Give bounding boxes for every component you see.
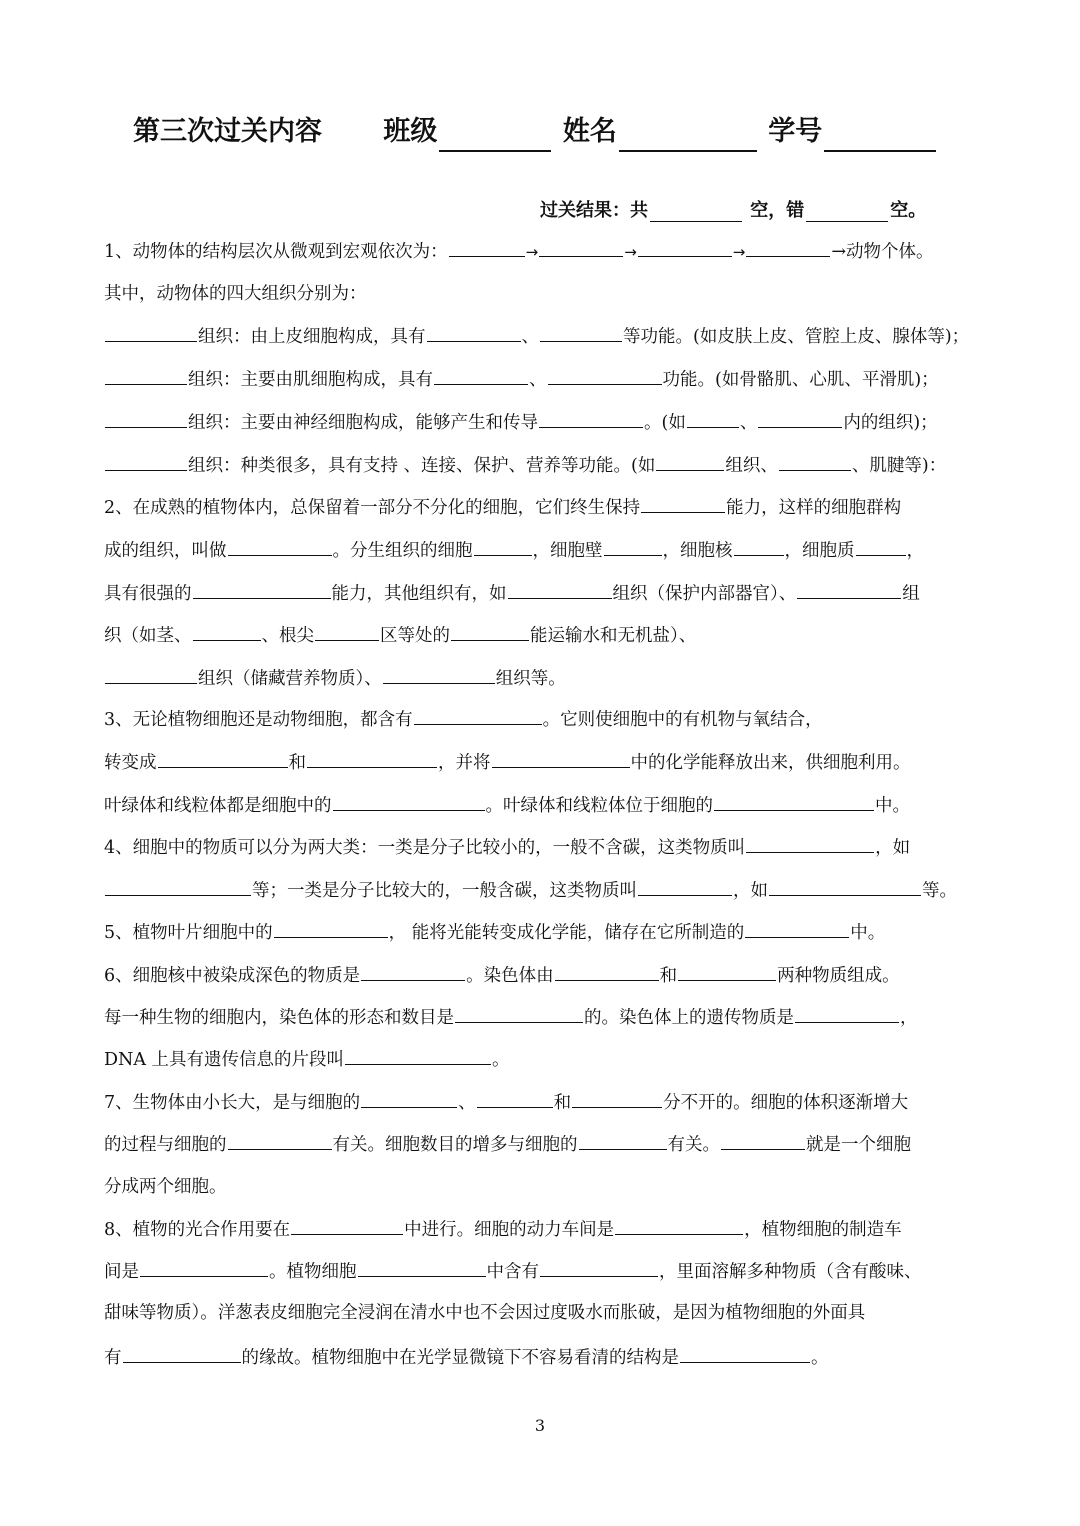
class-label: 班级	[383, 116, 438, 147]
line-text: 叶绿体和线粒体都是细胞中的	[104, 796, 332, 816]
line-text: 3、无论植物细胞还是动物细胞，都含有	[104, 710, 413, 730]
line-text: 和	[659, 966, 678, 986]
question-line	[104, 580, 980, 607]
id-blank[interactable]	[824, 122, 936, 152]
line-text: 的过程与细胞的	[104, 1135, 227, 1155]
id-label: 学号	[768, 116, 823, 147]
answer-blank[interactable]	[105, 409, 187, 428]
answer-blank[interactable]	[508, 580, 612, 599]
line-text: →动物个体。	[831, 242, 934, 262]
answer-blank[interactable]	[333, 792, 485, 811]
answer-blank[interactable]	[758, 409, 842, 428]
question-line	[104, 1216, 980, 1243]
line-text: 等功能。(如皮肤上皮、管腔上皮、腺体等)；	[623, 327, 970, 347]
question-line	[104, 238, 980, 265]
line-text: 每一种生物的细胞内，染色体的形态和数目是	[104, 1008, 454, 1028]
line-text: 中。	[875, 796, 910, 816]
question-line	[104, 452, 980, 479]
line-text: 和	[288, 753, 306, 773]
line-text: 甜味等物质）。洋葱表皮细胞完全浸润在清水中也不会因过度吸水而胀破，是因为植物细胞的外面具	[104, 1303, 866, 1323]
answer-blank[interactable]	[228, 1131, 332, 1150]
answer-blank[interactable]	[105, 452, 187, 471]
total-blank[interactable]	[650, 201, 742, 222]
question-line	[104, 1174, 980, 1200]
line-text: 。	[492, 1050, 510, 1070]
line-text: 组织（储藏营养物质）、	[198, 669, 382, 689]
answer-blank[interactable]	[721, 1131, 805, 1150]
line-text: ，植物细胞的制造车	[744, 1220, 902, 1240]
line-text: 分成两个细胞。	[104, 1177, 227, 1197]
line-text: 内的组织)；	[843, 413, 938, 433]
answer-blank[interactable]	[714, 792, 874, 811]
line-text: 功能。(如骨骼肌、心肌、平滑肌)；	[662, 370, 939, 390]
answer-blank[interactable]	[105, 323, 197, 342]
line-text: ，细胞质	[784, 541, 855, 561]
line-text: ，细胞壁	[532, 541, 603, 561]
line-text: 具有很强的	[104, 584, 192, 604]
line-text: 中含有	[486, 1262, 539, 1282]
question-line	[104, 537, 980, 564]
answer-blank[interactable]	[604, 537, 662, 556]
answer-blank[interactable]	[105, 665, 197, 684]
answer-blank[interactable]	[539, 238, 623, 257]
answer-blank[interactable]	[291, 1216, 403, 1235]
line-text: 6、细胞核中被染成深色的物质是	[104, 966, 361, 986]
question-line	[104, 1004, 980, 1031]
answer-blank[interactable]	[193, 580, 331, 599]
line-text: DNA 上具有遗传信息的片段叫	[104, 1050, 345, 1070]
line-text: 。	[811, 1348, 829, 1368]
question-line	[104, 962, 980, 989]
question-line	[104, 749, 980, 776]
answer-blank[interactable]	[680, 1344, 810, 1363]
answer-blank[interactable]	[193, 622, 261, 641]
line-text: 组织（保护内部器官）、	[612, 584, 797, 604]
line-text: 、	[521, 327, 539, 347]
line-text: ，	[900, 1008, 918, 1028]
line-text: 织（如茎、	[104, 626, 192, 646]
answer-blank[interactable]	[678, 962, 776, 981]
question-line	[104, 1089, 980, 1116]
answer-blank[interactable]	[455, 1004, 583, 1023]
line-text: 组织：主要由神经细胞构成，能够产生和传导	[188, 413, 538, 433]
line-text: 有关。细胞数目的增多与细胞的	[332, 1135, 578, 1155]
line-text: 的。染色体上的遗传物质是	[584, 1008, 794, 1028]
answer-blank[interactable]	[795, 1004, 899, 1023]
answer-blank[interactable]	[307, 749, 437, 768]
question-line	[104, 1131, 980, 1158]
line-text: 组织：由上皮细胞构成，具有	[198, 327, 426, 347]
answer-blank[interactable]	[105, 877, 251, 896]
answer-blank[interactable]	[572, 1089, 662, 1108]
line-text: 间是	[104, 1262, 139, 1282]
question-line	[104, 665, 980, 692]
question-line	[104, 366, 980, 393]
answer-blank[interactable]	[769, 877, 921, 896]
line-text: 7、生物体由小长大，是与细胞的	[104, 1093, 361, 1113]
line-text: 5、植物叶片细胞中的	[104, 923, 273, 943]
answer-blank[interactable]	[414, 706, 542, 725]
answer-blank[interactable]	[492, 749, 630, 768]
question-line	[104, 1300, 980, 1326]
wrong-blank[interactable]	[806, 201, 888, 222]
answer-blank[interactable]	[361, 962, 465, 981]
answer-blank[interactable]	[540, 323, 622, 342]
line-text: 1、动物体的结构层次从微观到宏观依次为：	[104, 242, 448, 262]
line-text: 能力，其他组织有，如	[331, 584, 507, 604]
answer-blank[interactable]	[383, 665, 495, 684]
answer-blank[interactable]	[539, 409, 643, 428]
answer-blank[interactable]	[140, 1258, 268, 1277]
class-blank[interactable]	[439, 122, 551, 152]
answer-blank[interactable]	[641, 494, 725, 513]
line-text: 等。	[922, 881, 957, 901]
question-line	[104, 494, 980, 521]
line-text: 两种物质组成。	[777, 966, 900, 986]
question-line	[104, 409, 980, 436]
line-text: 分不开的。细胞的体积逐渐增大	[663, 1093, 909, 1113]
line-text: 2、在成熟的植物体内，总保留着一部分不分化的细胞，它们终生保持	[104, 498, 641, 518]
line-text: 、根尖	[261, 626, 314, 646]
line-text: 。染色体由	[466, 966, 554, 986]
question-line	[104, 281, 980, 307]
question-line	[104, 323, 980, 350]
answer-blank[interactable]	[746, 238, 830, 257]
line-text: 8、植物的光合作用要在	[104, 1220, 291, 1240]
line-text: 、	[529, 370, 547, 390]
question-line	[104, 834, 980, 861]
answer-blank[interactable]	[474, 537, 532, 556]
question-line	[104, 706, 980, 733]
line-text: ，	[906, 541, 924, 561]
question-line	[104, 1046, 980, 1073]
answer-blank[interactable]	[315, 622, 379, 641]
result-summary	[540, 196, 926, 222]
line-text: ，细胞核	[662, 541, 733, 561]
question-line	[104, 1258, 980, 1285]
line-text: ，如	[875, 838, 911, 858]
line-text: 区等处的	[380, 626, 450, 646]
line-text: 。植物细胞	[269, 1262, 357, 1282]
name-label: 姓名	[562, 116, 617, 147]
line-text: 。叶绿体和线粒体位于细胞的	[485, 796, 713, 816]
line-text: 中。	[850, 923, 886, 943]
answer-blank[interactable]	[434, 366, 528, 385]
question-line	[104, 877, 980, 904]
line-text: 能运输水和无机盐）、	[530, 626, 697, 646]
line-text: 有关。	[667, 1135, 720, 1155]
result-mid: 空，错	[750, 200, 805, 221]
answer-blank[interactable]	[123, 1344, 241, 1363]
line-text: ，如	[733, 881, 768, 901]
answer-blank[interactable]	[579, 1131, 667, 1150]
line-text: 4、细胞中的物质可以分为两大类：一类是分子比较小的，一般不含碳，这类物质叫	[104, 838, 746, 858]
answer-blank[interactable]	[345, 1046, 491, 1065]
line-text: 组	[902, 584, 920, 604]
answer-blank[interactable]	[615, 1216, 743, 1235]
answer-blank[interactable]	[687, 409, 739, 428]
line-text: ，里面溶解多种物质（含有酸味、	[659, 1262, 922, 1282]
line-text: 组织：主要由肌细胞构成，具有	[188, 370, 433, 390]
line-text: ，并将	[438, 753, 491, 773]
answer-blank[interactable]	[734, 537, 784, 556]
answer-blank[interactable]	[745, 919, 849, 938]
arrow: →	[525, 243, 539, 261]
page-header	[133, 112, 933, 152]
page-title: 第三次过关内容	[133, 116, 322, 147]
arrow: →	[732, 243, 746, 261]
line-text: 组织：种类很多，具有支持 、连接、保护、营养等功能。(如	[188, 456, 656, 476]
answer-blank[interactable]	[274, 919, 388, 938]
line-text: 其中，动物体的四大组织分别为：	[104, 284, 367, 304]
answer-blank[interactable]	[656, 452, 724, 471]
line-text: ， 能将光能转变成化学能，储存在它所制造的	[388, 923, 745, 943]
answer-blank[interactable]	[427, 323, 521, 342]
answer-blank[interactable]	[540, 1258, 658, 1277]
line-text: 转变成	[104, 753, 157, 773]
result-suffix: 空。	[890, 200, 927, 221]
answer-blank[interactable]	[797, 580, 901, 599]
answer-blank[interactable]	[638, 877, 732, 896]
line-text: 中进行。细胞的动力车间是	[404, 1220, 615, 1240]
answer-blank[interactable]	[746, 834, 874, 853]
answer-blank[interactable]	[477, 1089, 553, 1108]
name-blank[interactable]	[619, 122, 757, 152]
answer-blank[interactable]	[361, 1089, 457, 1108]
line-text: 组织等。	[495, 669, 566, 689]
answer-blank[interactable]	[779, 452, 851, 471]
line-text: 、肌腱等)：	[851, 456, 947, 476]
answer-blank[interactable]	[548, 366, 662, 385]
question-line	[104, 792, 980, 819]
line-text: 的缘故。植物细胞中在光学显微镜下不容易看清的结构是	[241, 1348, 679, 1368]
line-text: 。分生组织的细胞	[332, 541, 473, 561]
question-line	[104, 622, 980, 649]
line-text: 组织、	[725, 456, 778, 476]
answer-blank[interactable]	[451, 622, 529, 641]
line-text: 等；一类是分子比较大的，一般含碳，这类物质叫	[252, 881, 637, 901]
answer-blank[interactable]	[358, 1258, 486, 1277]
answer-blank[interactable]	[555, 962, 659, 981]
answer-blank[interactable]	[856, 537, 906, 556]
arrow: →	[624, 243, 637, 261]
line-text: 。它则使细胞中的有机物与氧结合，	[542, 710, 823, 730]
page-number: 3	[534, 1416, 546, 1435]
line-text: 能力，这样的细胞群构	[726, 498, 902, 518]
line-text: 有	[104, 1348, 122, 1368]
answer-blank[interactable]	[638, 238, 732, 257]
line-text: 就是一个细胞	[806, 1135, 911, 1155]
answer-blank[interactable]	[228, 537, 332, 556]
line-text: 、	[739, 413, 758, 433]
question-line	[104, 919, 980, 946]
line-text: 成的组织，叫做	[104, 541, 227, 561]
line-text: 。(如	[644, 413, 686, 433]
line-text: 和	[553, 1093, 572, 1113]
line-text: 、	[458, 1093, 476, 1113]
answer-blank[interactable]	[105, 366, 187, 385]
answer-blank[interactable]	[158, 749, 288, 768]
line-text: 中的化学能释放出来，供细胞利用。	[630, 753, 911, 773]
answer-blank[interactable]	[449, 238, 525, 257]
question-line	[104, 1344, 980, 1371]
result-prefix: 过关结果：共	[540, 200, 648, 221]
